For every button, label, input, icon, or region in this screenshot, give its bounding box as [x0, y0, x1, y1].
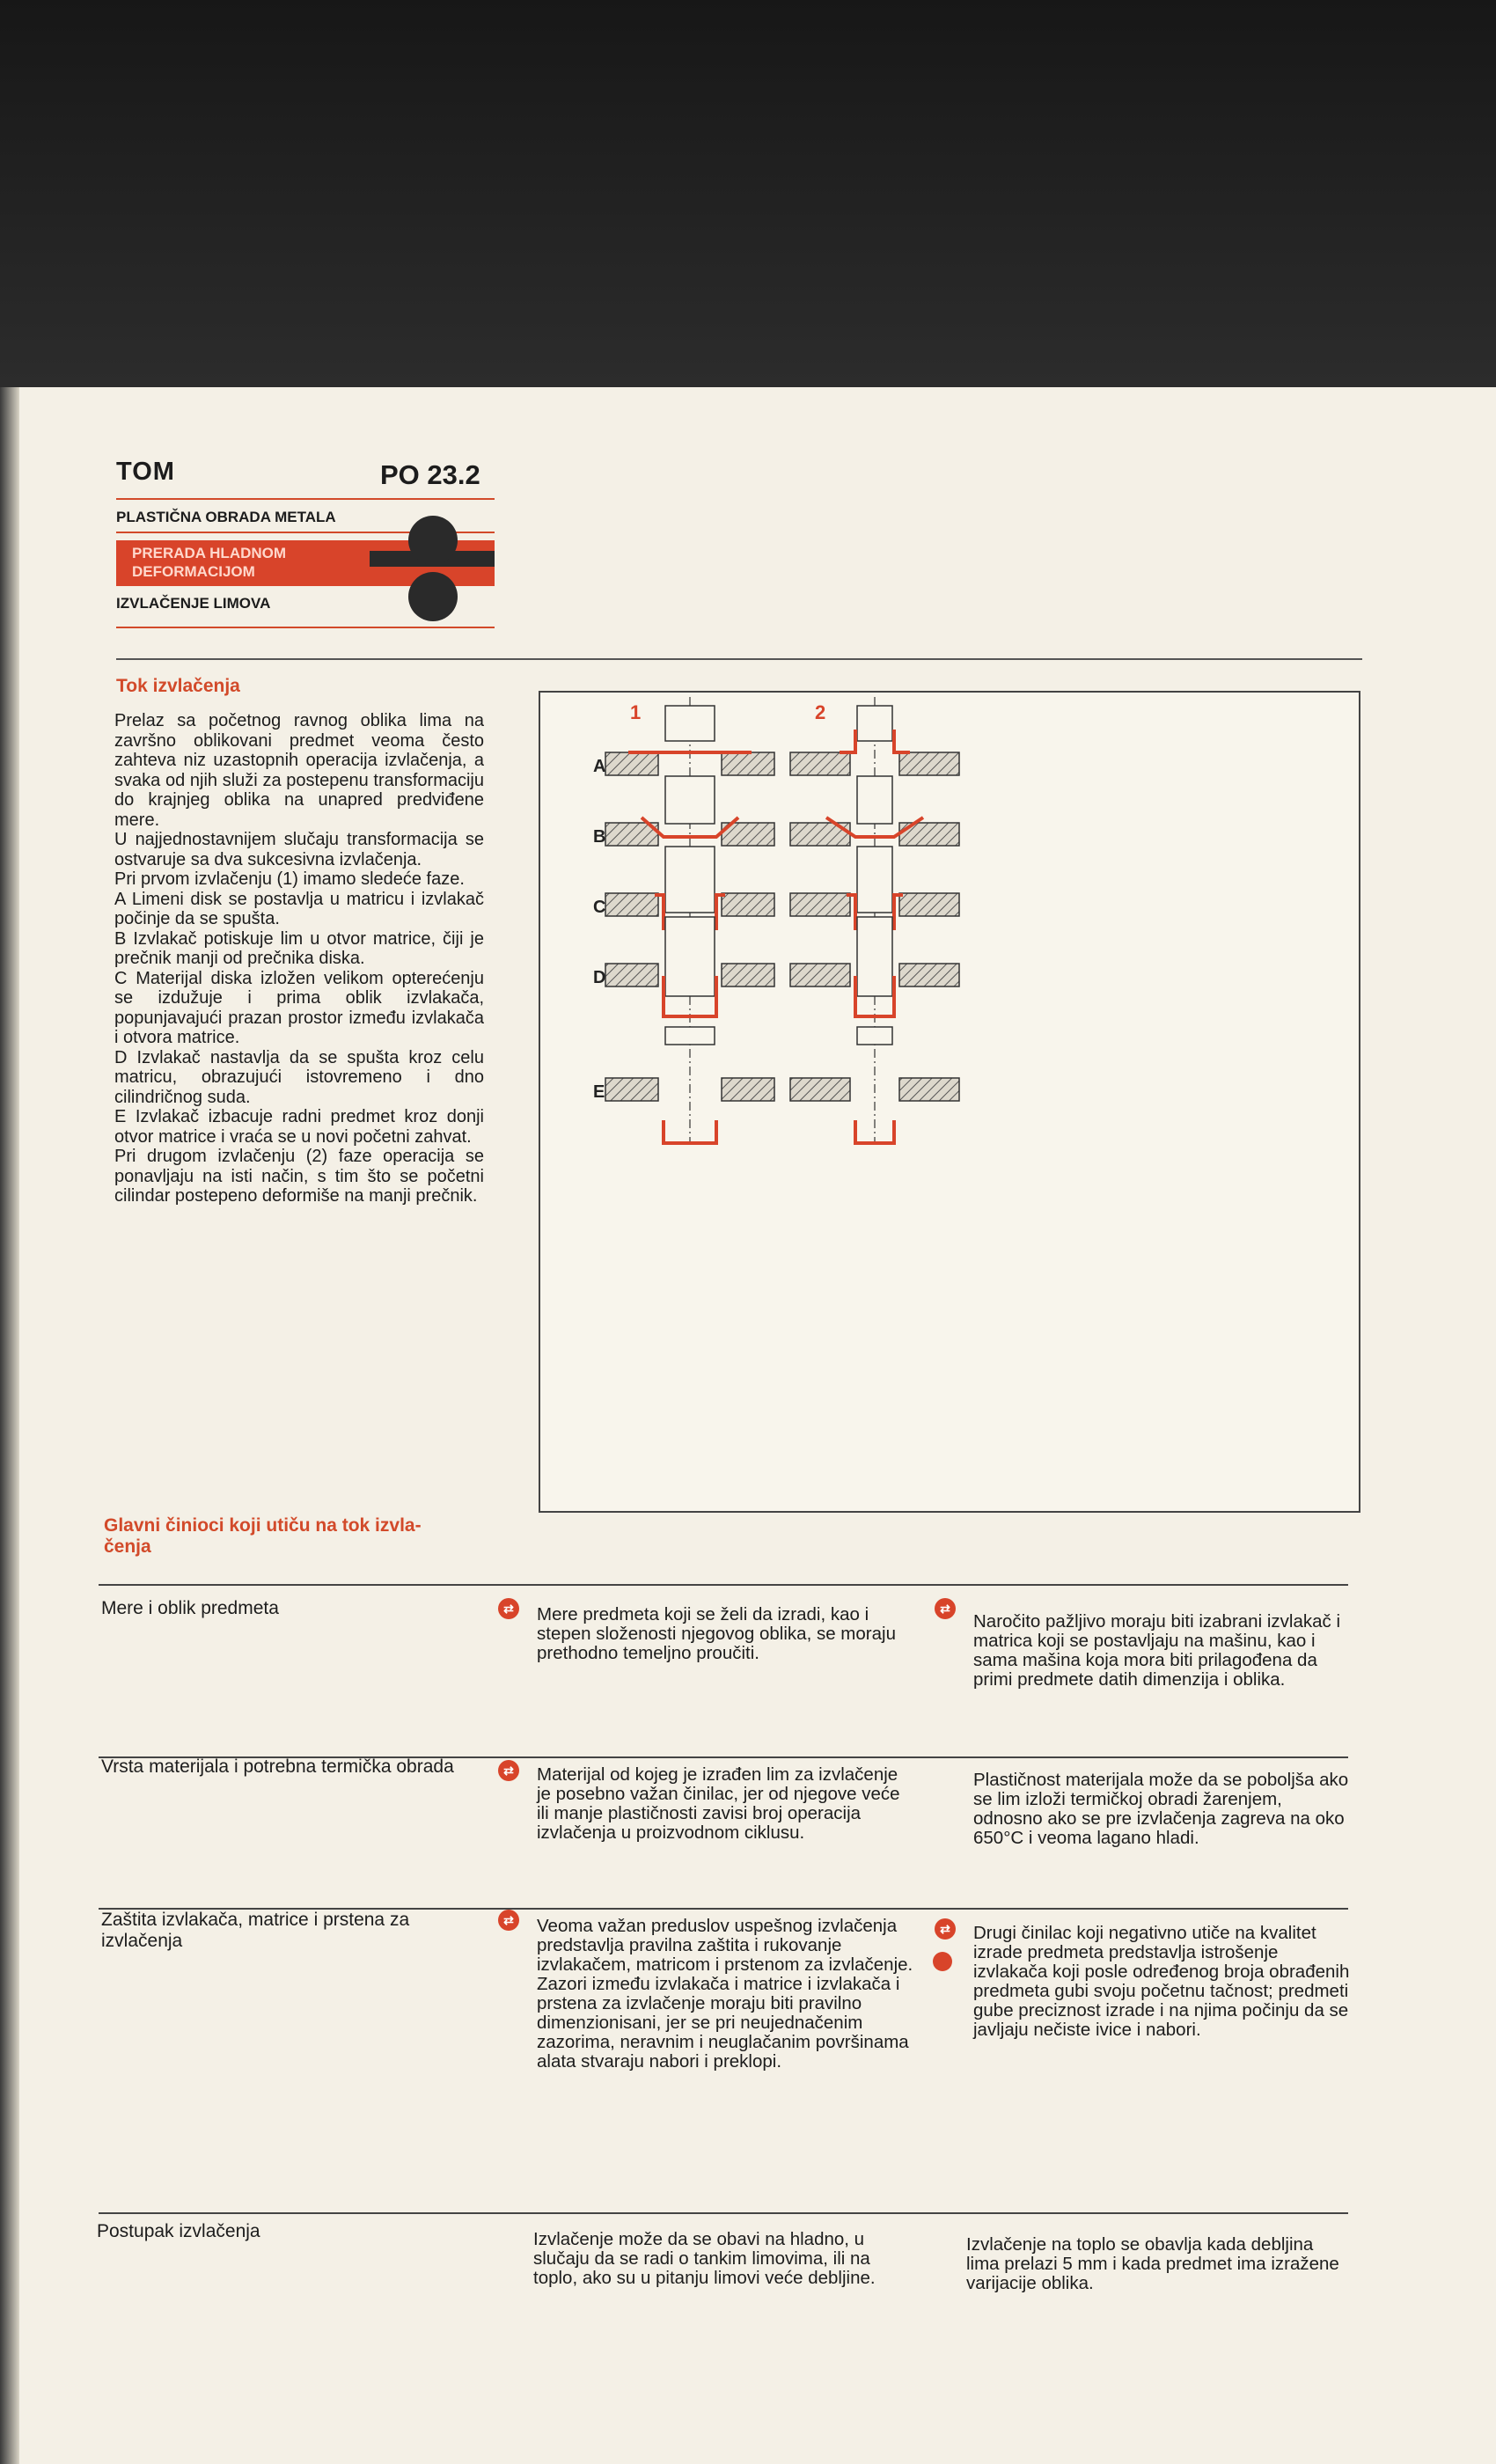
die-left [605, 893, 658, 916]
punch [665, 1027, 715, 1045]
punch [857, 847, 892, 913]
punch [665, 917, 715, 996]
roller-top-icon [408, 516, 458, 565]
factor-description: Mere predmeta koji se želi da izradi, kao i stepen složenosti njegovog oblika, se moraju prethodno temeljno proučiti. [537, 1604, 896, 1663]
intro-paragraph: Prelaz sa početnog ravnog oblika lima na završno oblikovani predmet veoma često zahteva niz uzastopnih operacija izvlačenja, a svaka od njih služi za postepenu transformaciju do krajnjeg oblika na unapred predviđene mere. [114, 711, 484, 830]
intro-paragraph: Pri drugom izvlačenju (2) faze operacija se ponavljaju na isti način, s tim što se početni cilindar postepeno deformiše na manji prečnik. [114, 1147, 484, 1206]
punch [665, 847, 715, 913]
arrows-icon: ⇄ [498, 1598, 519, 1619]
punch [665, 776, 715, 824]
factor-label: Zaštita izvlakača, matrice i prstena za izvlačenja [101, 1910, 410, 1951]
category-label: PLASTIČNA OBRADA METALA [116, 509, 336, 525]
die-left [790, 964, 850, 986]
wrench-icon [933, 1952, 952, 1971]
subcategory-line-1: PRERADA HLADNOM [132, 545, 287, 561]
die-left [605, 1078, 658, 1101]
phase-b-text: B Izvlakač potiskuje lim u otvor matrice, čiji je prečnik manji od prečnika diska. [114, 928, 484, 968]
arrows-icon: ⇄ [498, 1910, 519, 1931]
factor-note: Izvlačenje na toplo se obavlja kada debljina lima prelazi 5 mm i kada predmet ima izražene varijacije oblika. [966, 2234, 1339, 2293]
phase-a-text: A Limeni disk se postavlja u matricu i izvlakač počinje da se spušta. [114, 889, 484, 928]
die-right [722, 752, 774, 775]
arrows-icon: ⇄ [935, 1918, 956, 1940]
die-right [899, 1078, 959, 1101]
die-left [790, 1078, 850, 1101]
factor-label: Postupak izvlačenja [97, 2221, 260, 2241]
table-rule [99, 1584, 1348, 1586]
die-left [790, 752, 850, 775]
page-edge [0, 387, 19, 2464]
intro-paragraph: U najjednostavnijem slučaju transformacija se ostvaruje sa dva sukcesivna izvlačenja. [114, 830, 484, 869]
section-divider [116, 658, 1362, 660]
header-rule [116, 498, 495, 500]
factor-description: Izvlačenje može da se obavi na hladno, u slučaju da se radi o tankim limovima, ili na toplo, ako su u pitanju limovi veće debljine. [533, 2229, 876, 2288]
phase-e-text: E Izvlakač izbacuje radni predmet kroz donji otvor matrice i vraća se u novi početni zahvat. [114, 1107, 484, 1147]
deep-drawing-diagram [539, 691, 1360, 1513]
roller-bottom-icon [408, 572, 458, 621]
die-left [790, 893, 850, 916]
punch [665, 706, 715, 741]
phase-label: C [593, 898, 606, 917]
phase-label: E [593, 1082, 605, 1102]
punch [857, 917, 892, 996]
series-label: TOM [116, 458, 175, 486]
subcategory-label [132, 544, 286, 581]
subcategory-line-2: DEFORMACIJOM [132, 563, 255, 580]
section-title: Tok izvlačenja [116, 676, 240, 696]
topic-label: IZVLAČENJE LIMOVA [116, 595, 271, 612]
factors-title-line-2: čenja [104, 1536, 151, 1557]
table-rule [99, 2212, 1348, 2214]
die-left [605, 964, 658, 986]
punch [857, 776, 892, 824]
die-right [899, 893, 959, 916]
factor-description: Veoma važan preduslov uspešnog izvlačenja predstavlja pravilna zaštita i rukovanje izvlakačem, matricom i prstenom za izvlačenje. Zazori između izvlakača i matrice i izvlakača i prstena za izvlačenje moraju biti pravilno dimenzionisani, jer se pri neujednačenim zazorima, neravnim i neuglačanim površinama alata stvaraju nabori i preklopi. [537, 1916, 913, 2072]
phase-d-text: D Izvlakač nastavlja da se spušta kroz celu matricu, obrazujući istovremeno i dno cilindričnog suda. [114, 1047, 484, 1107]
intro-paragraph: Pri prvom izvlačenju (1) imamo sledeće faze. [114, 869, 465, 889]
die-right [722, 964, 774, 986]
arrows-icon: ⇄ [498, 1760, 519, 1781]
factor-note: Plastičnost materijala može da se poboljša ako se lim izloži termičkoj obradi žarenjem, odnosno ako se pre izvlačenja zagreva na oko 650°C i veoma lagano hladi. [973, 1770, 1349, 1848]
factor-description: Materijal od kojeg je izrađen lim za izvlačenje je posebno važan činilac, jer od njegove veće ili manje plastičnosti zavisi broj operacija izvlačenja u proizvodnom ciklusu. [537, 1764, 900, 1843]
phase-label: A [593, 757, 606, 776]
die-right [899, 752, 959, 775]
phase-c-text: C Materijal diska izložen velikom opterećenju se izdužuje i prima oblik izvlakača, popunjavajući prazan prostor između izvlakača i otvora matrice. [114, 968, 484, 1047]
punch [857, 1027, 892, 1045]
column-label: 1 [630, 701, 642, 723]
header-rule [116, 627, 495, 628]
intro-text [114, 711, 484, 1206]
die-left [605, 752, 658, 775]
phase-label: D [593, 968, 606, 987]
die-right [899, 964, 959, 986]
arrows-icon: ⇄ [935, 1598, 956, 1619]
factor-note: Drugi činilac koji negativno utiče na kvalitet izrade predmeta predstavlja istrošenje izvlakača koji posle određenog broja obrađenih predmeta gubi svoju početnu tačnost; predmeti gube preciznost izrade i na njima počinju da se javljaju nečiste ivice i nabori. [973, 1923, 1350, 2040]
scanner-background [0, 0, 1496, 387]
die-right [722, 1078, 774, 1101]
diagram-svg [540, 693, 1359, 1511]
punch [857, 706, 892, 741]
factors-title [104, 1515, 491, 1558]
factor-label: Vrsta materijala i potrebna termička obrada [101, 1756, 454, 1777]
document-code: PO 23.2 [380, 459, 480, 490]
column-label: 2 [815, 701, 826, 723]
phase-label: B [593, 827, 606, 847]
factor-label: Mere i oblik predmeta [101, 1598, 279, 1618]
factors-title-line-1: Glavni činioci koji utiču na tok izvla- [104, 1515, 422, 1536]
die-right [722, 893, 774, 916]
factor-note: Naročito pažljivo moraju biti izabrani izvlakač i matrica koji se postavljaju na mašinu, kao i sama mašina koja mora biti prilagođena da primi predmete datih dimenzija i oblika. [973, 1611, 1340, 1690]
